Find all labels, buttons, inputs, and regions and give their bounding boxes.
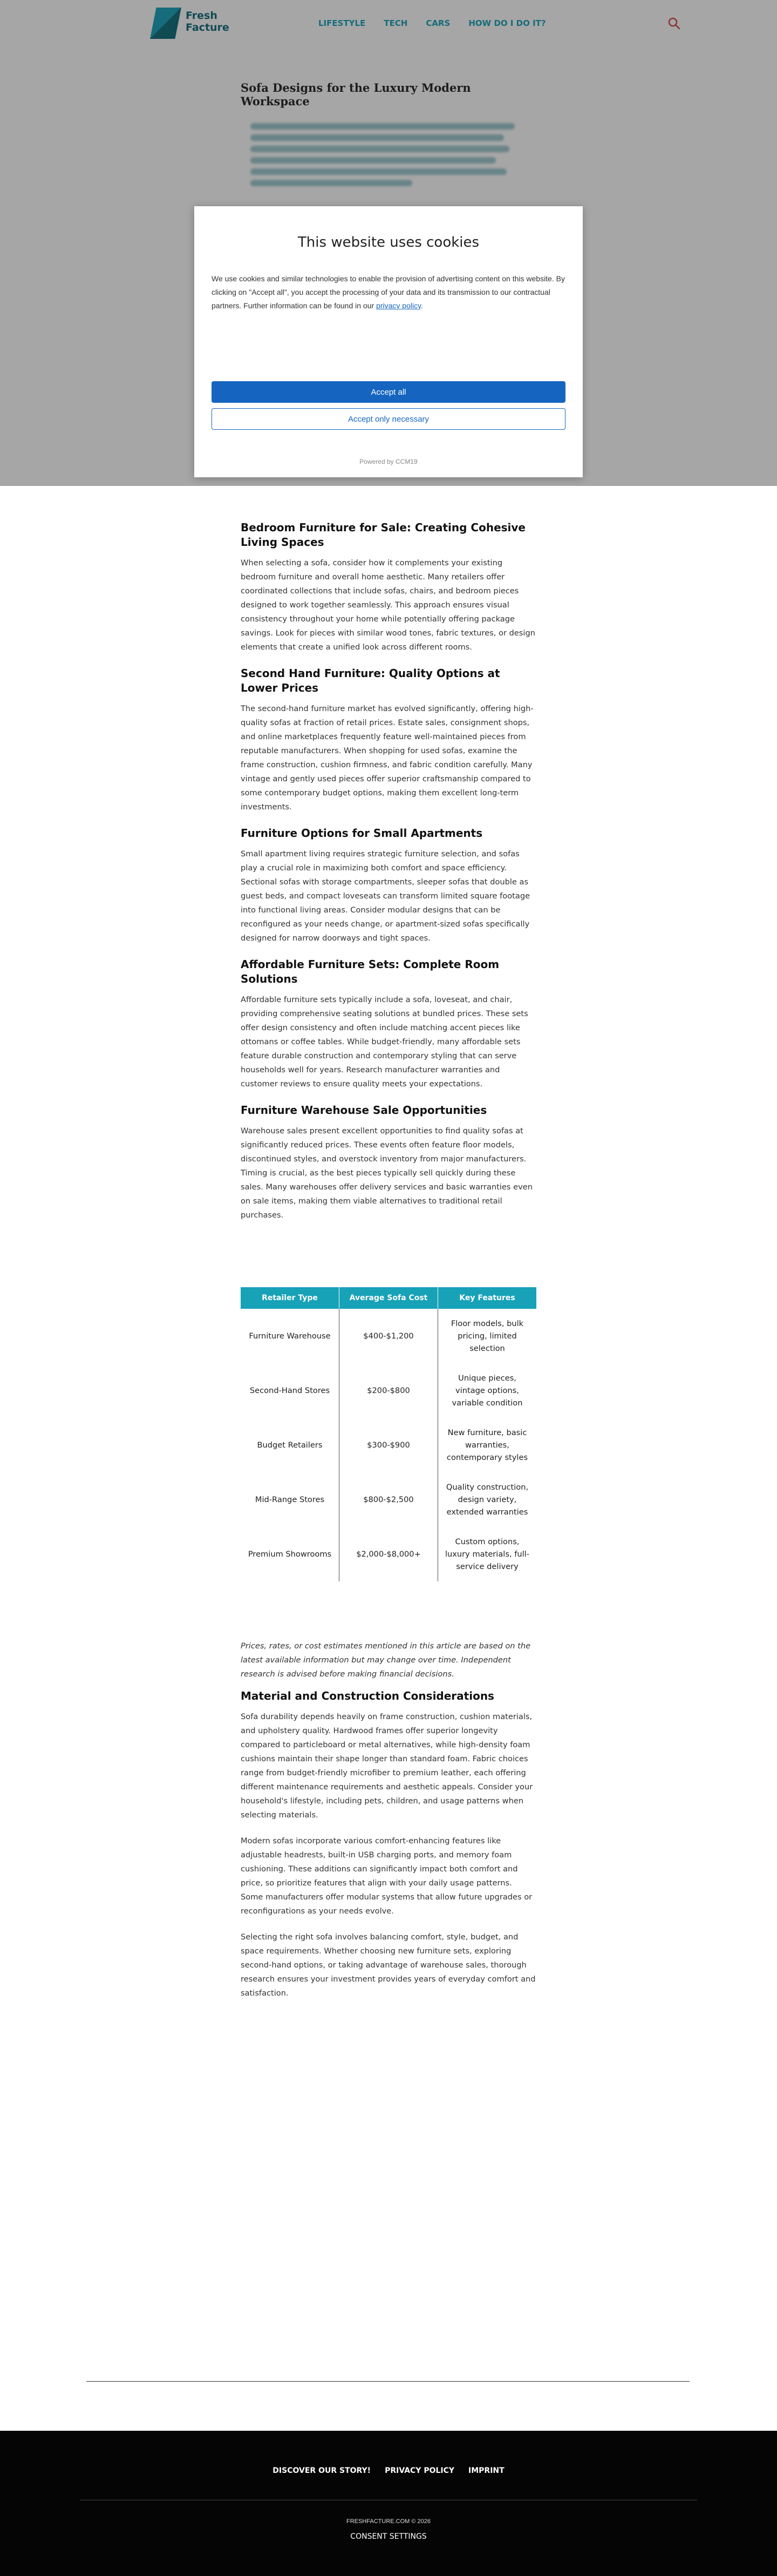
table-cell: Floor models, bulk pricing, limited selection bbox=[438, 1309, 537, 1363]
table-header-cell: Key Features bbox=[438, 1287, 537, 1309]
table-cell: Furniture Warehouse bbox=[249, 1331, 331, 1341]
section-paragraph: Affordable furniture sets typically include a sofa, loveseat, and chair, providing comprehensive seating solutions at bundled prices. These sets offer design consistency and often include matching accent pieces like ottomans or coffee tables. While budget-friendly, many affordable sets feature durable construction and contemporary styling that can serve households well for years. Research manufacturer warranties and customer reviews to ensure quality meets your expectations. bbox=[241, 995, 528, 1088]
cookie-text-body: We use cookies and similar technologies to enable the provision of advertising content on this website. By clicking on "Accept all", you accept the processing of your data and its transmission to our contractual partners. Further information can be found in our bbox=[212, 274, 565, 310]
section-heading: Affordable Furniture Sets: Complete Room Solutions bbox=[241, 958, 500, 985]
section-paragraph: Sofa durability depends heavily on frame construction, cushion materials, and upholstery quality. Hardwood frames offer superior longevity compared to particleboard or metal alternatives, while high-density foam cushions maintain their shape longer than standard foam. Fabric choices range from budget-friendly microfiber to premium leather, each offering different maintenance requirements and aesthetic appeals. Consider your household's lifestyle, including pets, children, and usage patterns when selecting materials. bbox=[241, 1712, 533, 1820]
table-cell: $2,000-$8,000+ bbox=[339, 1527, 438, 1581]
content-divider bbox=[86, 2381, 690, 2382]
article-title: Sofa Designs for the Luxury Modern Workspace bbox=[241, 81, 471, 108]
retailer-price-table bbox=[241, 1287, 536, 1581]
section-heading: Bedroom Furniture for Sale: Creating Cohesive Living Spaces bbox=[241, 521, 526, 549]
table-cell: Budget Retailers bbox=[257, 1441, 323, 1450]
table-row bbox=[241, 1309, 536, 1363]
nav-item-cars[interactable]: CARS bbox=[426, 18, 451, 28]
article-body bbox=[241, 520, 536, 1234]
section-paragraph: Modern sofas incorporate various comfort-enhancing features like adjustable headrests, built-in USB charging ports, and memory foam cushioning. These additions can significantly impact both comfort and price, so prioritize features that align with your daily usage patterns. Some manufacturers offer modular systems that allow future upgrades or reconfigurations as your needs evolve. bbox=[241, 1836, 533, 1916]
table-cell: Unique pieces, vintage options, variable condition bbox=[438, 1363, 537, 1418]
section-heading: Material and Construction Considerations bbox=[241, 1689, 494, 1702]
footer-link-imprint[interactable]: IMPRINT bbox=[468, 2466, 505, 2475]
price-disclaimer: Prices, rates, or cost estimates mentioned in this article are based on the latest available information but may change over time. Independent research is advised before making financial decisions. bbox=[241, 1641, 531, 1679]
cookie-dialog-text bbox=[212, 272, 565, 313]
footer-link-discover[interactable]: DISCOVER OUR STORY! bbox=[272, 2466, 371, 2475]
table-row bbox=[241, 1418, 536, 1472]
table-row bbox=[241, 1363, 536, 1418]
consent-settings-link[interactable]: CONSENT SETTINGS bbox=[350, 2532, 427, 2541]
site-footer bbox=[0, 2431, 777, 2576]
table-cell: Quality construction, design variety, extended warranties bbox=[438, 1472, 537, 1527]
table-row bbox=[241, 1527, 536, 1581]
copyright-text: FRESHFACTURE.COM © 2026 bbox=[346, 2518, 431, 2525]
nav-item-lifestyle[interactable]: LIFESTYLE bbox=[318, 18, 366, 28]
table-cell: $200-$800 bbox=[339, 1363, 438, 1418]
nav-item-how-do-i-do-it[interactable]: HOW DO I DO IT? bbox=[468, 18, 546, 28]
section-paragraph: Small apartment living requires strategic furniture selection, and sofas play a crucial role in maximizing both comfort and space efficiency. Sectional sofas with storage compartments, sleeper sofas that double as guest beds, and compact loveseats can transform limited square footage into functional living areas. Consider modular designs that can be reconfigured as your needs change, or apartment-sized sofas specifically designed for narrow doorways and tight spaces. bbox=[241, 849, 530, 943]
accept-all-button[interactable]: Accept all bbox=[212, 381, 565, 403]
accept-necessary-button[interactable]: Accept only necessary bbox=[212, 408, 565, 430]
table-header-cell: Retailer Type bbox=[241, 1287, 339, 1309]
table-header-row bbox=[241, 1287, 536, 1309]
table-cell: Custom options, luxury materials, full-service delivery bbox=[438, 1527, 537, 1581]
section-heading: Second Hand Furniture: Quality Options at Lower Prices bbox=[241, 667, 500, 694]
logo-line-2: Facture bbox=[186, 22, 229, 33]
cookie-dialog-title: This website uses cookies bbox=[297, 234, 480, 251]
section-paragraph: When selecting a sofa, consider how it complements your existing bedroom furniture and overall home aesthetic. Many retailers offer coordinated collections that include sofas, chairs, and bedroom pieces designed to work together seamlessly. This approach ensures visual consistency throughout your home while potentially offering package savings. Look for pieces with similar wood tones, fabric textures, or design elements that create a unified look across different rooms. bbox=[241, 558, 535, 652]
section-paragraph: The second-hand furniture market has evolved significantly, offering high-quality sofas at fraction of retail prices. Estate sales, consignment shops, and online marketplaces frequently feature well-maintained pieces from reputable manufacturers. When shopping for used sofas, examine the frame construction, cushion firmness, and fabric condition carefully. Many vintage and gently used pieces offer superior craftsmanship compared to some contemporary budget options, making them excellent long-term investments. bbox=[241, 704, 534, 812]
section-heading: Furniture Options for Small Apartments bbox=[241, 827, 483, 840]
table-cell: $300-$900 bbox=[339, 1418, 438, 1472]
footer-links bbox=[0, 2466, 777, 2475]
privacy-policy-link[interactable]: privacy policy bbox=[376, 301, 421, 310]
table-cell: Mid-Range Stores bbox=[255, 1495, 325, 1504]
nav-item-tech[interactable]: TECH bbox=[384, 18, 408, 28]
table-cell: Premium Showrooms bbox=[248, 1550, 332, 1559]
powered-by-text: Powered by CCM19 bbox=[359, 458, 418, 465]
table-header-cell: Average Sofa Cost bbox=[339, 1287, 438, 1309]
footer-link-privacy[interactable]: PRIVACY POLICY bbox=[385, 2466, 455, 2475]
section-heading: Furniture Warehouse Sale Opportunities bbox=[241, 1104, 487, 1117]
section-paragraph: Warehouse sales present excellent opportunities to find quality sofas at significantly reduced prices. These events often feature floor models, discontinued styles, and overstock inventory from major manufacturers. Timing is crucial, as the best pieces typically sell quickly during these sales. Many warehouses offer delivery services and basic warranties even on sale items, making them viable alternatives to traditional retail purchases. bbox=[241, 1126, 533, 1220]
table-cell: $800-$2,500 bbox=[339, 1472, 438, 1527]
cookie-text-end: . bbox=[421, 301, 423, 310]
table-cell: $400-$1,200 bbox=[339, 1309, 438, 1363]
table-cell: New furniture, basic warranties, contemporary styles bbox=[438, 1418, 537, 1472]
section-paragraph: Selecting the right sofa involves balancing comfort, style, budget, and space requirements. Whether choosing new furniture sets, exploring second-hand options, or taking advantage of warehouse sales, thorough research ensures your investment provides years of everyday comfort and satisfaction. bbox=[241, 1932, 536, 1998]
logo-line-1: Fresh bbox=[186, 10, 217, 22]
cookie-consent-dialog bbox=[194, 206, 583, 477]
table-cell: Second-Hand Stores bbox=[249, 1386, 330, 1395]
article-body-continued bbox=[241, 1639, 536, 2012]
table-row bbox=[241, 1472, 536, 1527]
